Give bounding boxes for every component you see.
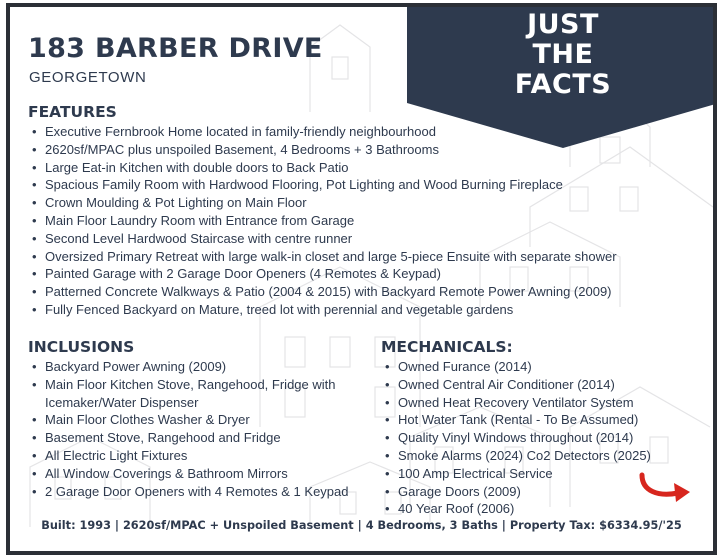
list-item: • Crown Moulding & Pot Lighting on Main Floor [30, 194, 700, 212]
mechanicals-heading: MECHANICALS: [381, 338, 513, 356]
list-item: • Executive Fernbrook Home located in family-friendly neighbourhood [30, 123, 700, 141]
property-address: 183 BARBER DRIVE [28, 33, 323, 64]
banner-line: JUST [527, 9, 599, 40]
list-item: • 40 Year Roof (2006) [383, 500, 703, 518]
banner-line: THE [532, 39, 594, 70]
list-item: • Backyard Power Awning (2009) [30, 358, 370, 376]
list-item: • Painted Garage with 2 Garage Door Openers (4 Remotes & Keypad) [30, 265, 700, 283]
inclusions-heading: INCLUSIONS [28, 338, 135, 356]
list-item: • 2 Garage Door Openers with 4 Remotes & 1 Keypad [30, 483, 370, 501]
features-list [30, 123, 700, 319]
fact-sheet-frame [6, 3, 717, 555]
features-heading: FEATURES [28, 103, 117, 121]
banner-line: FACTS [514, 69, 612, 100]
list-item: • Owned Central Air Conditioner (2014) [383, 376, 703, 394]
list-item: • Oversized Primary Retreat with large walk-in closet and large 5-piece Ensuite with separate shower [30, 248, 700, 266]
list-item: • Fully Fenced Backyard on Mature, treed lot with perennial and vegetable gardens [30, 301, 700, 319]
list-item: • Main Floor Clothes Washer & Dryer [30, 411, 370, 429]
list-item: • Patterned Concrete Walkways & Patio (2004 & 2015) with Backyard Remote Power Awning (2009) [30, 283, 700, 301]
list-item: • Basement Stove, Rangehood and Fridge [30, 429, 370, 447]
list-item: • Main Floor Kitchen Stove, Rangehood, Fridge with Icemaker/Water Dispenser [30, 376, 370, 412]
property-city: GEORGETOWN [29, 69, 147, 86]
list-item: • Second Level Hardwood Staircase with centre runner [30, 230, 700, 248]
list-item: • Hot Water Tank (Rental - To Be Assumed) [383, 411, 703, 429]
list-item: • Owned Heat Recovery Ventilator System [383, 394, 703, 412]
list-item: • Smoke Alarms (2024) Co2 Detectors (2025) [383, 447, 703, 465]
list-item: • 100 Amp Electrical Service [383, 465, 703, 483]
banner-title [407, 10, 717, 100]
inclusions-list [30, 358, 370, 500]
property-summary-footer: Built: 1993 | 2620sf/MPAC + Unspoiled Basement | 4 Bedrooms, 3 Baths | Property Tax: $6334.95/'25 [41, 519, 682, 532]
list-item: • All Electric Light Fixtures [30, 447, 370, 465]
list-item: • Main Floor Laundry Room with Entrance from Garage [30, 212, 700, 230]
list-item: • Owned Furance (2014) [383, 358, 703, 376]
list-item: • Large Eat-in Kitchen with double doors to Back Patio [30, 159, 700, 177]
list-item: • 2620sf/MPAC plus unspoiled Basement, 4 Bedrooms + 3 Bathrooms [30, 141, 700, 159]
list-item: • Quality Vinyl Windows throughout (2014) [383, 429, 703, 447]
list-item: • Garage Doors (2009) [383, 483, 703, 501]
list-item: • All Window Coverings & Bathroom Mirrors [30, 465, 370, 483]
list-item: • Spacious Family Room with Hardwood Flooring, Pot Lighting and Wood Burning Fireplace [30, 176, 700, 194]
curved-arrow-right-icon[interactable] [638, 469, 692, 503]
